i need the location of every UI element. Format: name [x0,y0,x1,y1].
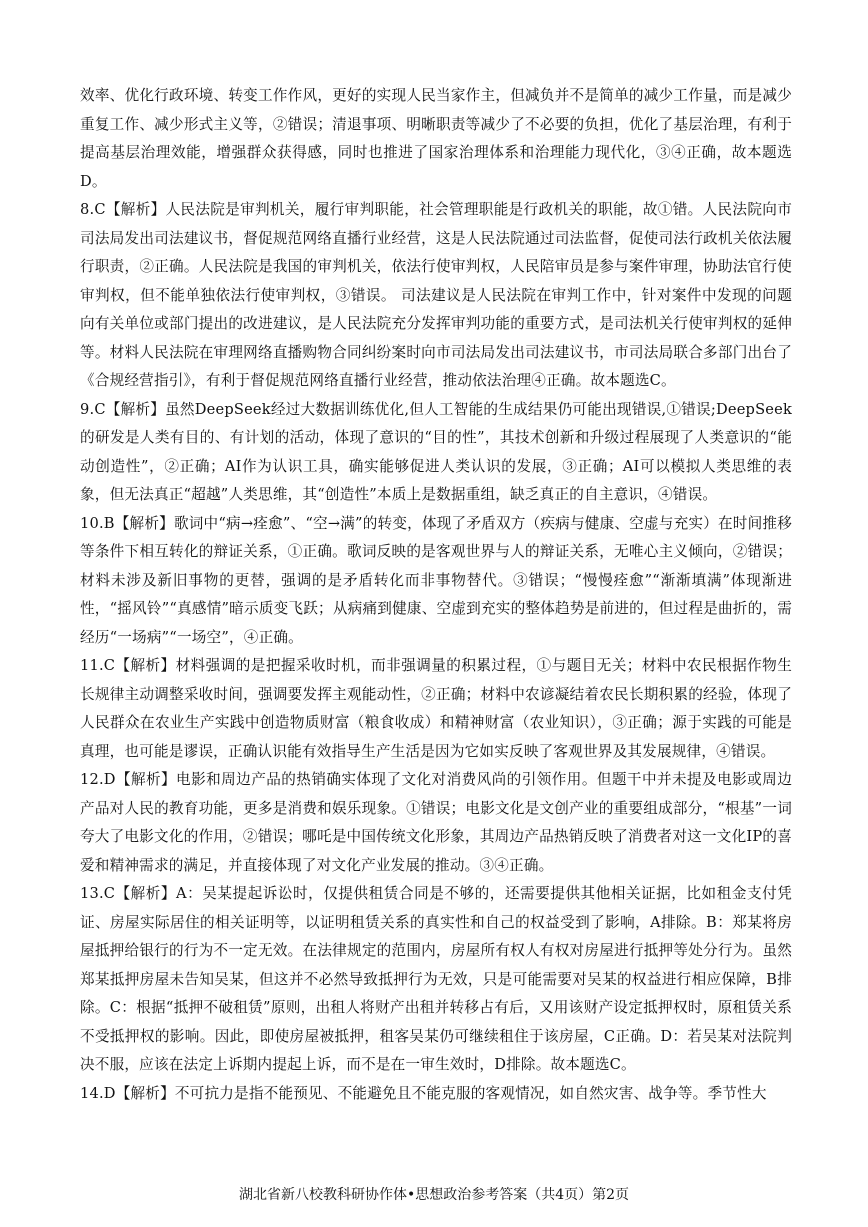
paragraph-q10: 10.B【解析】歌词中“病→痊愈”、“空→满”的转变，体现了矛盾双方（疾病与健康、空虚与充实）在时间推移等条件下相互转化的辩证关系，①正确。歌词反映的是客观世界与人的辩证关系，无唯心主义倾向，②错误；材料未涉及新旧事物的更替，强调的是矛盾转化而非事物替代。③错误；“慢慢痊愈”“渐渐填满”体现渐进性，“摇风铃”“真感情”暗示质变飞跃；从病痛到健康、空虚到充实的整体趋势是前进的，但过程是曲折的，需经历“一场病”“一场空”，④正确。 [80,514,792,646]
answer-explanations [80,82,792,1108]
paragraph-q11: 11.C【解析】材料强调的是把握采收时机，而非强调量的积累过程，①与题目无关；材料中农民根据作物生长规律主动调整采收时间，强调要发挥主观能动性，②正确；材料中农谚凝结着农民长期积累的经验，体现了人民群众在农业生产实践中创造物质财富（粮食收成）和精神财富（农业知识），③正确；源于实践的可能是真理，也可能是谬误，正确认识能有效指导生产生活是因为它如实反映了客观世界及其发展规律，④错误。 [80,657,792,760]
paragraph-q12: 12.D【解析】电影和周边产品的热销确实体现了文化对消费风尚的引领作用。但题干中并未提及电影或周边产品对人民的教育功能，更多是消费和娱乐现象。①错误；电影文化是文创产业的重要组成部分，“根基”一词夸大了电影文化的作用，②错误；哪吒是中国传统文化形象，其周边产品热销反映了消费者对这一文化IP的喜爱和精神需求的满足，并直接体现了对文化产业发展的推动。③④正确。 [80,771,792,874]
paragraph-q9: 9.C【解析】虽然DeepSeek经过大数据训练优化,但人工智能的生成结果仍可能出现错误,①错误;DeepSeek的研发是人类有目的、有计划的活动，体现了意识的“目的性”，其技术创新和升级过程展现了人类意识的“能动创造性”，②正确；AI作为认识工具，确实能够促进人类认识的发展，③正确；AI可以模拟人类思维的表象，但无法真正“超越”人类思维，其“创造性”本质上是数据重组，缺乏真正的自主意识，④错误。 [80,400,792,503]
paragraph-q7-continuation: 效率、优化行政环境、转变工作作风，更好的实现人民当家作主，但减负并不是简单的减少工作量，而是减少重复工作、减少形式主义等，②错误；清退事项、明晰职责等减少了不必要的负担，优化了基层治理，有利于提高基层治理效能，增强群众获得感，同时也推进了国家治理体系和治理能力现代化，③④正确，故本题选D。 [80,87,792,190]
page-footer: 湖北省新八校教科研协作体•思想政治参考答案（共4页）第2页 [238,1187,630,1203]
paragraph-q8: 8.C【解析】人民法院是审判机关，履行审判职能，社会管理职能是行政机关的职能，故①错。人民法院向市司法局发出司法建议书，督促规范网络直播行业经营，这是人民法院通过司法监督，促使司法行政机关依法履行职责，②正确。人民法院是我国的审判机关，依法行使审判权，人民陪审员是参与案件审理，协助法官行使审判权，但不能单独依法行使审判权，③错误。 司法建议是人民法院在审判工作中，针对案件中发现的问题向有关单位或部门提出的改进建议，是人民法院充分发挥审判功能的重要方式，是司法机关行使审判权的延伸等。材料人民法院在审理网络直播购物合同纠纷案时向市司法局发出司法建议书，市司法局联合多部门出台了《合规经营指引》，有利于督促规范网络直播行业经营，推动依法治理④正确。故本题选C。 [80,201,792,389]
paragraph-q13: 13.C【解析】A：吴某提起诉讼时，仅提供租赁合同是不够的，还需要提供其他相关证据，比如租金支付凭证、房屋实际居住的相关证明等，以证明租赁关系的真实性和自己的权益受到了影响，A排除。B：郑某将房屋抵押给银行的行为不一定无效。在法律规定的范围内，房屋所有权人有权对房屋进行抵押等处分行为。虽然郑某抵押房屋未告知吴某，但这并不必然导致抵押行为无效，只是可能需要对吴某的权益进行相应保障，B排除。C：根据“抵押不破租赁”原则，出租人将财产出租并转移占有后，又用该财产设定抵押权时，原租赁关系不受抵押权的影响。因此，即使房屋被抵押，租客吴某仍可继续租住于该房屋，C正确。D：若吴某对法院判决不服，应该在法定上诉期内提起上诉，而不是在一审生效时，D排除。故本题选C。 [80,885,792,1073]
paragraph-q14: 14.D【解析】不可抗力是指不能预见、不能避免且不能克服的客观情况，如自然灾害、战争等。季节性大 [80,1084,767,1102]
